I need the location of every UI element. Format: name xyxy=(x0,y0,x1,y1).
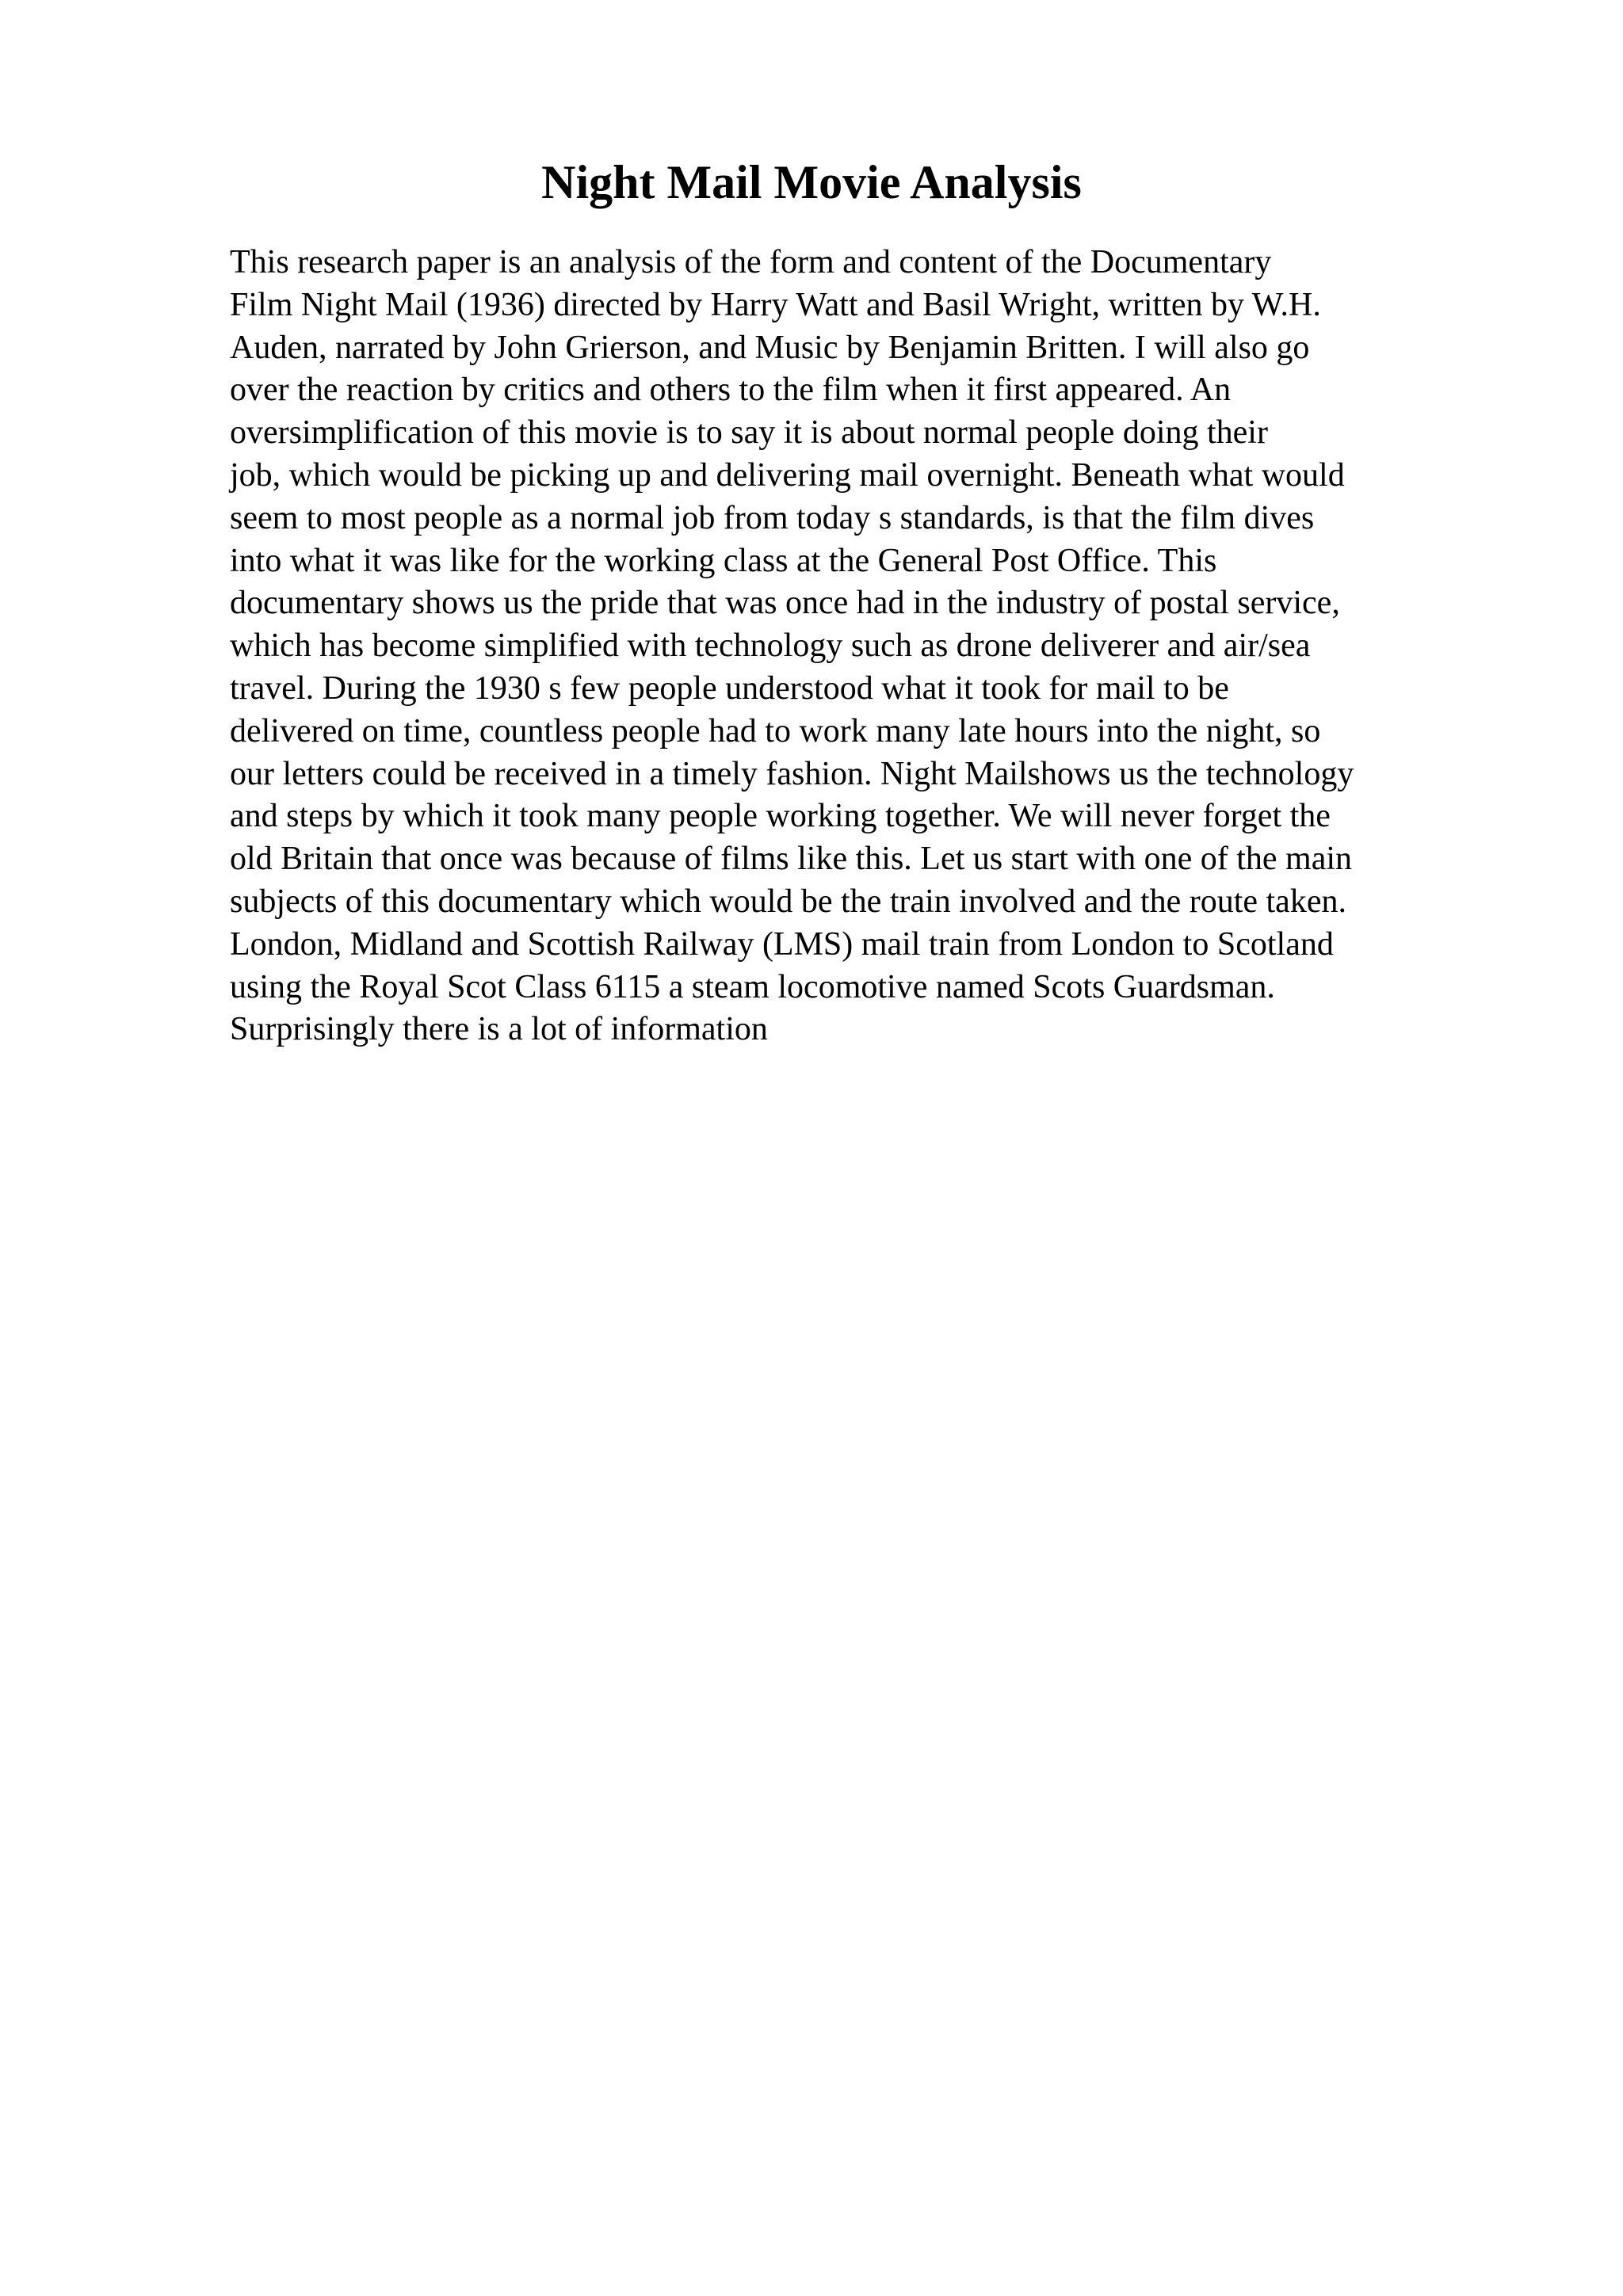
paragraph-line: and steps by which it took many people working together. We will never forget the xyxy=(230,798,1331,835)
document-title: Night Mail Movie Analysis xyxy=(541,156,1082,208)
paragraph-line: old Britain that once was because of films like this. Let us start with one of the main xyxy=(230,841,1353,878)
paragraph-line: documentary shows us the pride that was once had in the industry of postal service, xyxy=(230,585,1340,622)
paragraph-line: which has become simplified with technology such as drone deliverer and air/sea xyxy=(230,627,1311,665)
paragraph-line: Film Night Mail (1936) directed by Harry Watt and Basil Wright, written by W.H. xyxy=(230,286,1321,323)
paragraph-line: oversimplification of this movie is to say it is about normal people doing their xyxy=(230,414,1268,452)
paragraph-line: subjects of this documentary which would be the train involved and the route taken. xyxy=(230,883,1346,920)
paragraph-line: London, Midland and Scottish Railway (LMS) mail train from London to Scotland xyxy=(230,925,1334,963)
paragraph-line: job, which would be picking up and delivering mail overnight. Beneath what would xyxy=(230,456,1345,494)
paragraph-line: Surprisingly there is a lot of information xyxy=(230,1011,768,1048)
paragraph-line: our letters could be received in a timely fashion. Night Mailshows us the technology xyxy=(230,755,1354,792)
paragraph-line: travel. During the 1930 s few people understood what it took for mail to be xyxy=(230,669,1229,707)
paragraph-line: over the reaction by critics and others to the film when it first appeared. An xyxy=(230,372,1232,409)
paragraph-line: using the Royal Scot Class 6115 a steam locomotive named Scots Guardsman. xyxy=(230,968,1275,1005)
paragraph-line: delivered on time, countless people had to work many late hours into the night, so xyxy=(230,712,1321,749)
paragraph-line: Auden, narrated by John Grierson, and Music by Benjamin Britten. I will also go xyxy=(230,329,1310,366)
paragraph-line: into what it was like for the working class at the General Post Office. This xyxy=(230,542,1217,579)
paragraph-line: seem to most people as a normal job from today s standards, is that the film dives xyxy=(230,499,1315,536)
body-paragraph xyxy=(230,242,1498,1051)
paragraph-line: This research paper is an analysis of the form and content of the Documentary xyxy=(230,244,1272,280)
